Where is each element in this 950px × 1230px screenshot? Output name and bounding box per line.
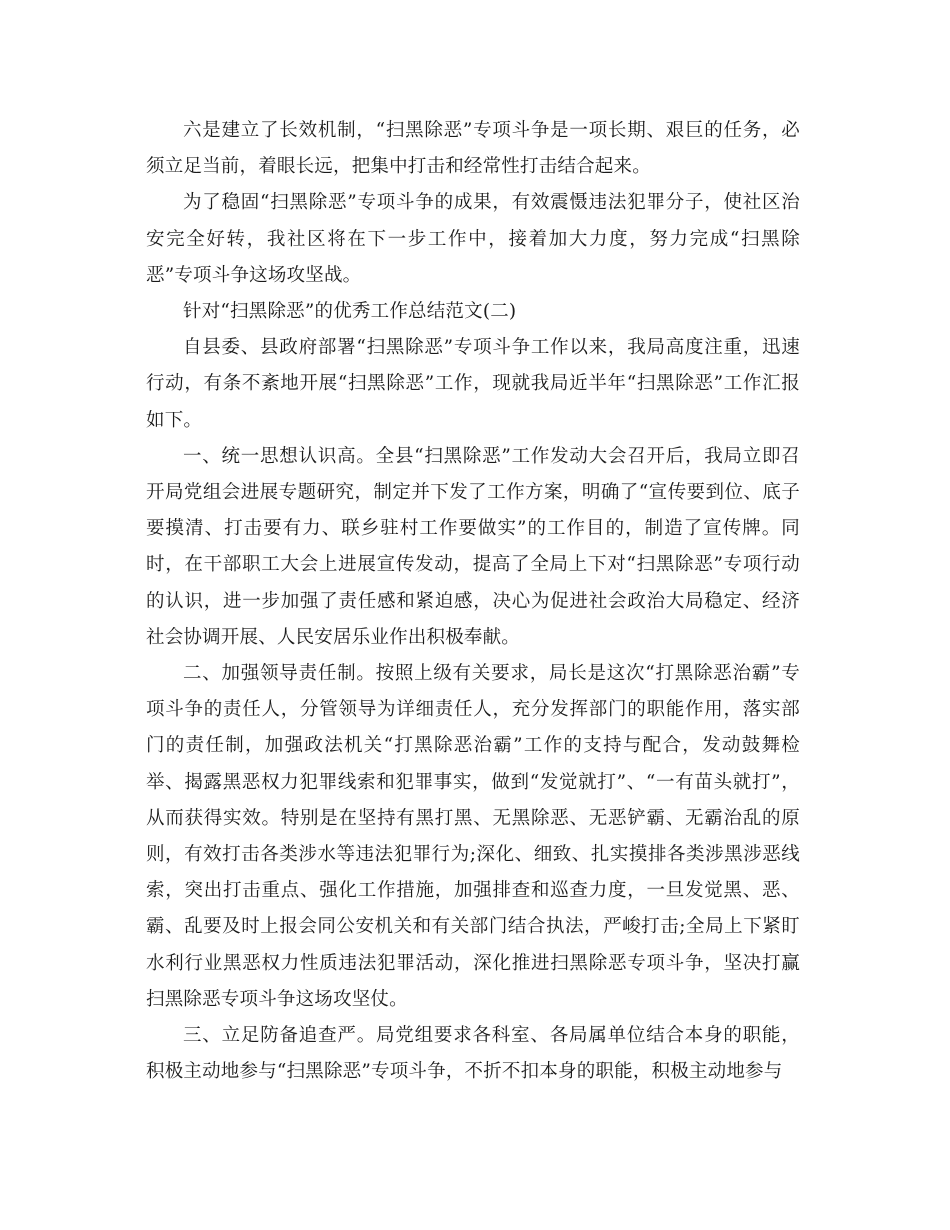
paragraph-consolidate-results: 为了稳固“扫黑除恶”专项斗争的成果，有效震慑违法犯罪分子，使社区治安完全好转，我社区将在下一步工作中，接着加大力度，努力完成“扫黑除恶”专项斗争这场攻坚战。	[146, 192, 800, 286]
paragraph-intro: 自县委、县政府部署“扫黑除恶”专项斗争工作以来，我局高度注重，迅速行动，有条不紊地开展“扫黑除恶”工作，现就我局近半年“扫黑除恶”工作汇报如下。	[146, 337, 800, 431]
section-heading: 针对“扫黑除恶”的优秀工作总结范文(二)	[183, 301, 517, 323]
paragraph-long-term-mechanism: 六是建立了长效机制，“扫黑除恶”专项斗争是一项长期、艰巨的任务，必须立足当前，着眼长远，把集中打击和经常性打击结合起来。	[146, 120, 800, 178]
paragraph-point-one: 一、统一思想认识高。全县“扫黑除恶”工作发动大会召开后，我局立即召开局党组会进展专题研究，制定并下发了工作方案，明确了“宣传要到位、底子要摸清、打击要有力、联乡驻村工作要做实”的工作目的，制造了宣传牌。同时，在干部职工大会上进展宣传发动，提高了全局上下对“扫黑除恶”专项行动的认识，进一步加强了责任感和紧迫感，决心为促进社会政治大局稳定、经济社会协调开展、人民安居乐业作出积极奉献。	[146, 445, 800, 648]
paragraph-point-two: 二、加强领导责任制。按照上级有关要求，局长是这次“打黑除恶治霸”专项斗争的责任人，分管领导为详细责任人，充分发挥部门的职能作用，落实部门的责任制，加强政法机关“打黑除恶治霸”工作的支持与配合，发动鼓舞检举、揭露黑恶权力犯罪线索和犯罪事实，做到“发觉就打”、“一有苗头就打”，从而获得实效。特别是在坚持有黑打黑、无黑除恶、无恶铲霸、无霸治乱的原则，有效打击各类涉水等违法犯罪行为;深化、细致、扎实摸排各类涉黑涉恶线索，突出打击重点、强化工作措施，加强排查和巡查力度，一旦发觉黑、恶、霸、乱要及时上报会同公安机关和有关部门结合执法，严峻打击;全局上下紧盯水利行业黑恶权力性质违法犯罪活动，深化推进扫黑除恶专项斗争，坚决打赢扫黑除恶专项斗争这场攻坚仗。	[146, 663, 800, 1010]
paragraph-point-three: 三、立足防备追查严。局党组要求各科室、各局属单位结合本身的职能，积极主动地参与“扫黑除恶”专项斗争，不折不扣本身的职能，积极主动地参与	[146, 1025, 800, 1083]
